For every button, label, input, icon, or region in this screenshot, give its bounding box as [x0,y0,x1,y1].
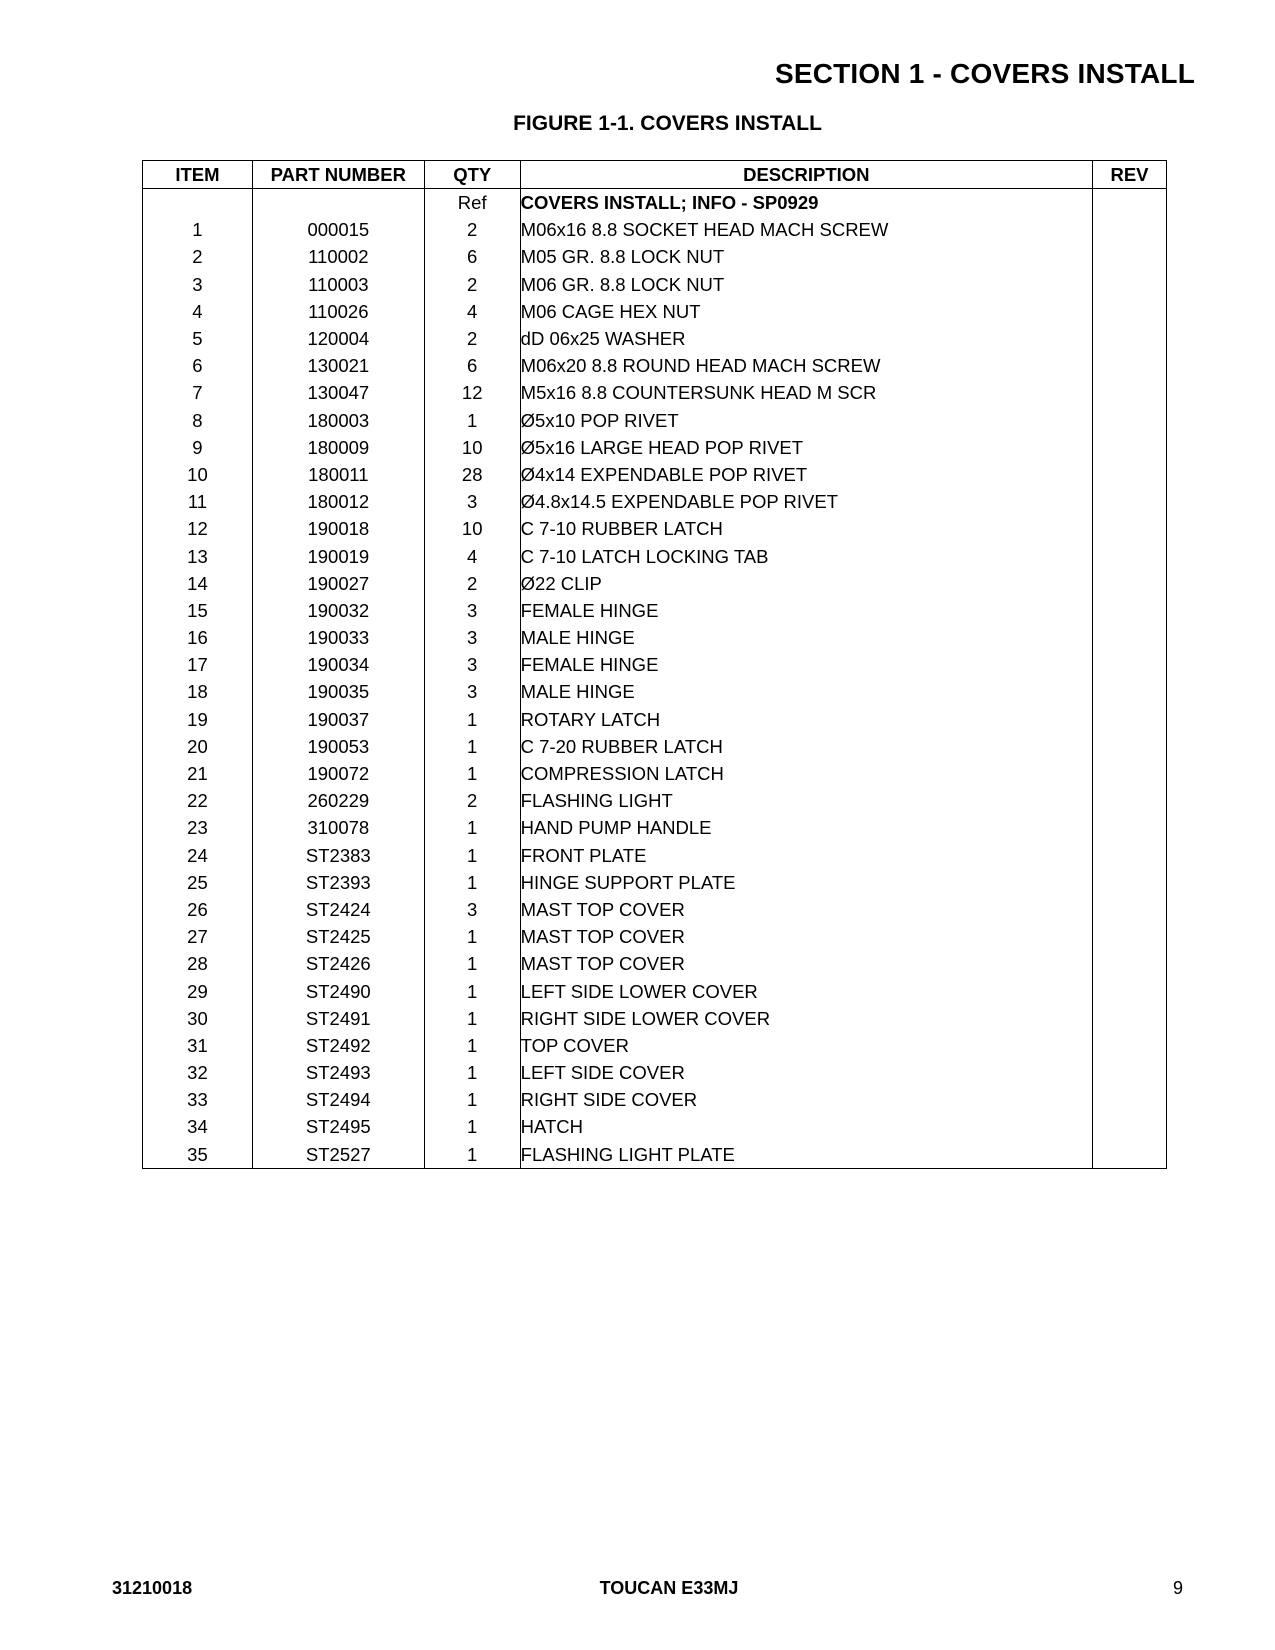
part-number-cell: 190035 [252,678,424,705]
qty-cell: 2 [424,570,520,597]
qty-cell: 28 [424,461,520,488]
part-number-cell: ST2425 [252,923,424,950]
description-cell: Ø22 CLIP [520,570,1092,597]
qty-cell: 1 [424,1059,520,1086]
description-cell: HATCH [520,1113,1092,1140]
description-cell: M06x20 8.8 ROUND HEAD MACH SCREW [520,352,1092,379]
description-cell: MAST TOP COVER [520,923,1092,950]
rev-cell [1093,542,1167,569]
table-row [143,896,1167,923]
part-number-cell: ST2491 [252,1005,424,1032]
part-number-cell: 190053 [252,733,424,760]
item-cell: 8 [143,407,253,434]
item-cell: 2 [143,243,253,270]
qty-cell: 1 [424,923,520,950]
part-number-cell: 190032 [252,597,424,624]
description-cell: dD 06x25 WASHER [520,325,1092,352]
description-cell: FRONT PLATE [520,842,1092,869]
item-cell: 35 [143,1141,253,1169]
item-cell: 25 [143,869,253,896]
part-number-cell: 110002 [252,243,424,270]
qty-cell: 2 [424,787,520,814]
table-row [143,733,1167,760]
table-row [143,869,1167,896]
header-item: ITEM [143,161,253,189]
table-row [143,515,1167,542]
rev-cell [1093,760,1167,787]
item-cell: 22 [143,787,253,814]
qty-cell: 3 [424,597,520,624]
description-cell: COMPRESSION LATCH [520,760,1092,787]
part-number-cell: ST2495 [252,1113,424,1140]
table-row [143,706,1167,733]
qty-cell: 3 [424,678,520,705]
part-number-cell: ST2393 [252,869,424,896]
table-row [143,352,1167,379]
rev-cell [1093,597,1167,624]
qty-cell: 1 [424,814,520,841]
qty-cell: 12 [424,379,520,406]
document-number: 31210018 [112,1578,193,1598]
rev-cell [1093,515,1167,542]
rev-cell [1093,624,1167,651]
rev-cell [1093,488,1167,515]
part-number-cell: 190037 [252,706,424,733]
item-cell: 12 [143,515,253,542]
header-rev: REV [1093,161,1167,189]
rev-cell [1093,1059,1167,1086]
item-cell: 15 [143,597,253,624]
part-number-cell: 180003 [252,407,424,434]
description-cell: FEMALE HINGE [520,597,1092,624]
qty-cell: 1 [424,1005,520,1032]
rev-cell [1093,271,1167,298]
item-cell: 4 [143,298,253,325]
model-name: TOUCAN E33MJ [599,1578,739,1598]
part-number-cell: 110026 [252,298,424,325]
description-cell: M06 CAGE HEX NUT [520,298,1092,325]
description-cell: TOP COVER [520,1032,1092,1059]
table-row [143,923,1167,950]
part-number-cell: 110003 [252,271,424,298]
part-number-cell: 190018 [252,515,424,542]
rev-cell [1093,1032,1167,1059]
item-cell: 10 [143,461,253,488]
table-row [143,787,1167,814]
qty-cell: 1 [424,842,520,869]
part-number-cell: ST2492 [252,1032,424,1059]
rev-cell [1093,814,1167,841]
qty-cell: 6 [424,352,520,379]
rev-cell [1093,1141,1167,1169]
table-row [143,842,1167,869]
part-number-cell: 000015 [252,216,424,243]
part-number-cell: 190019 [252,542,424,569]
qty-cell: 1 [424,407,520,434]
description-cell: Ø5x16 LARGE HEAD POP RIVET [520,434,1092,461]
item-cell: 19 [143,706,253,733]
page-number: 9 [1172,1578,1183,1598]
rev-cell [1093,950,1167,977]
item-cell: 11 [143,488,253,515]
qty-cell: 1 [424,1113,520,1140]
table-row [143,461,1167,488]
parts-table-body [143,189,1167,1169]
rev-cell [1093,434,1167,461]
part-number-cell: 190072 [252,760,424,787]
table-row [143,950,1167,977]
description-cell: M06 GR. 8.8 LOCK NUT [520,271,1092,298]
part-number-cell: 180009 [252,434,424,461]
table-row [143,189,1167,217]
item-cell: 24 [143,842,253,869]
item-cell: 1 [143,216,253,243]
item-cell: 23 [143,814,253,841]
rev-cell [1093,352,1167,379]
part-number-cell: ST2424 [252,896,424,923]
description-cell: M5x16 8.8 COUNTERSUNK HEAD M SCR [520,379,1092,406]
description-cell: ROTARY LATCH [520,706,1092,733]
rev-cell [1093,216,1167,243]
qty-cell: 2 [424,271,520,298]
table-row [143,488,1167,515]
item-cell: 21 [143,760,253,787]
table-row [143,570,1167,597]
rev-cell [1093,651,1167,678]
header-part-number: PART NUMBER [252,161,424,189]
item-cell: 7 [143,379,253,406]
description-cell: FLASHING LIGHT [520,787,1092,814]
rev-cell [1093,407,1167,434]
part-number-cell: ST2383 [252,842,424,869]
qty-cell: 1 [424,1086,520,1113]
part-number-cell: ST2527 [252,1141,424,1169]
table-row [143,216,1167,243]
table-row [143,542,1167,569]
item-cell: 16 [143,624,253,651]
table-row [143,243,1167,270]
part-number-cell: ST2426 [252,950,424,977]
qty-cell: 2 [424,325,520,352]
item-cell: 34 [143,1113,253,1140]
description-cell: MALE HINGE [520,624,1092,651]
table-row [143,407,1167,434]
description-cell: RIGHT SIDE LOWER COVER [520,1005,1092,1032]
description-cell: C 7-20 RUBBER LATCH [520,733,1092,760]
table-row [143,678,1167,705]
qty-cell: 1 [424,950,520,977]
description-cell: LEFT SIDE LOWER COVER [520,977,1092,1004]
rev-cell [1093,977,1167,1004]
rev-cell [1093,1005,1167,1032]
table-row [143,434,1167,461]
section-title: SECTION 1 - COVERS INSTALL [774,58,1195,89]
qty-cell: 6 [424,243,520,270]
description-cell: MAST TOP COVER [520,950,1092,977]
rev-cell [1093,1086,1167,1113]
table-row [143,1032,1167,1059]
qty-cell: 1 [424,760,520,787]
table-row [143,814,1167,841]
item-cell: 32 [143,1059,253,1086]
table-row [143,1086,1167,1113]
figure-title: FIGURE 1-1. COVERS INSTALL [513,112,822,135]
qty-cell: 4 [424,542,520,569]
qty-cell: Ref [424,189,520,217]
rev-cell [1093,842,1167,869]
item-cell: 33 [143,1086,253,1113]
parts-table-header [143,161,1167,189]
rev-cell [1093,298,1167,325]
rev-cell [1093,1113,1167,1140]
rev-cell [1093,923,1167,950]
rev-cell [1093,243,1167,270]
rev-cell [1093,379,1167,406]
item-cell: 27 [143,923,253,950]
part-number-cell: 130047 [252,379,424,406]
description-cell: HINGE SUPPORT PLATE [520,869,1092,896]
table-row [143,1113,1167,1140]
rev-cell [1093,325,1167,352]
part-number-cell: ST2494 [252,1086,424,1113]
item-cell: 3 [143,271,253,298]
table-row [143,597,1167,624]
qty-cell: 1 [424,706,520,733]
description-cell: MAST TOP COVER [520,896,1092,923]
part-number-cell: 180011 [252,461,424,488]
qty-cell: 10 [424,434,520,461]
part-number-cell: 120004 [252,325,424,352]
part-number-cell [252,189,424,217]
table-row [143,977,1167,1004]
description-cell: C 7-10 RUBBER LATCH [520,515,1092,542]
table-row [143,1141,1167,1169]
qty-cell: 1 [424,977,520,1004]
rev-cell [1093,678,1167,705]
item-cell: 9 [143,434,253,461]
part-number-cell: 180012 [252,488,424,515]
item-cell: 13 [143,542,253,569]
qty-cell: 3 [424,896,520,923]
qty-cell: 3 [424,651,520,678]
qty-cell: 4 [424,298,520,325]
item-cell: 26 [143,896,253,923]
qty-cell: 1 [424,1141,520,1169]
table-row [143,1059,1167,1086]
item-cell: 20 [143,733,253,760]
header-description: DESCRIPTION [520,161,1092,189]
rev-cell [1093,869,1167,896]
description-cell: M05 GR. 8.8 LOCK NUT [520,243,1092,270]
part-number-cell: 190027 [252,570,424,597]
description-cell: Ø5x10 POP RIVET [520,407,1092,434]
rev-cell [1093,706,1167,733]
item-cell: 29 [143,977,253,1004]
rev-cell [1093,189,1167,217]
item-cell: 6 [143,352,253,379]
header-row [143,161,1167,189]
description-cell: COVERS INSTALL; INFO - SP0929 [520,189,1092,217]
table-row [143,271,1167,298]
table-row [143,325,1167,352]
part-number-cell: 310078 [252,814,424,841]
item-cell: 14 [143,570,253,597]
description-cell: Ø4.8x14.5 EXPENDABLE POP RIVET [520,488,1092,515]
table-row [143,298,1167,325]
header-qty: QTY [424,161,520,189]
part-number-cell: ST2490 [252,977,424,1004]
table-row [143,379,1167,406]
rev-cell [1093,787,1167,814]
description-cell: M06x16 8.8 SOCKET HEAD MACH SCREW [520,216,1092,243]
description-cell: MALE HINGE [520,678,1092,705]
table-row [143,651,1167,678]
rev-cell [1093,461,1167,488]
item-cell: 31 [143,1032,253,1059]
part-number-cell: 260229 [252,787,424,814]
table-row [143,760,1167,787]
item-cell [143,189,253,217]
parts-table [142,160,1167,1169]
rev-cell [1093,896,1167,923]
qty-cell: 1 [424,1032,520,1059]
qty-cell: 10 [424,515,520,542]
qty-cell: 1 [424,869,520,896]
qty-cell: 2 [424,216,520,243]
rev-cell [1093,733,1167,760]
qty-cell: 3 [424,624,520,651]
description-cell: HAND PUMP HANDLE [520,814,1092,841]
description-cell: FLASHING LIGHT PLATE [520,1141,1092,1169]
part-number-cell: 190033 [252,624,424,651]
description-cell: C 7-10 LATCH LOCKING TAB [520,542,1092,569]
table-row [143,624,1167,651]
rev-cell [1093,570,1167,597]
item-cell: 17 [143,651,253,678]
part-number-cell: 130021 [252,352,424,379]
part-number-cell: ST2493 [252,1059,424,1086]
item-cell: 28 [143,950,253,977]
item-cell: 5 [143,325,253,352]
part-number-cell: 190034 [252,651,424,678]
description-cell: FEMALE HINGE [520,651,1092,678]
table-row [143,1005,1167,1032]
description-cell: RIGHT SIDE COVER [520,1086,1092,1113]
description-cell: LEFT SIDE COVER [520,1059,1092,1086]
item-cell: 18 [143,678,253,705]
qty-cell: 3 [424,488,520,515]
item-cell: 30 [143,1005,253,1032]
description-cell: Ø4x14 EXPENDABLE POP RIVET [520,461,1092,488]
qty-cell: 1 [424,733,520,760]
